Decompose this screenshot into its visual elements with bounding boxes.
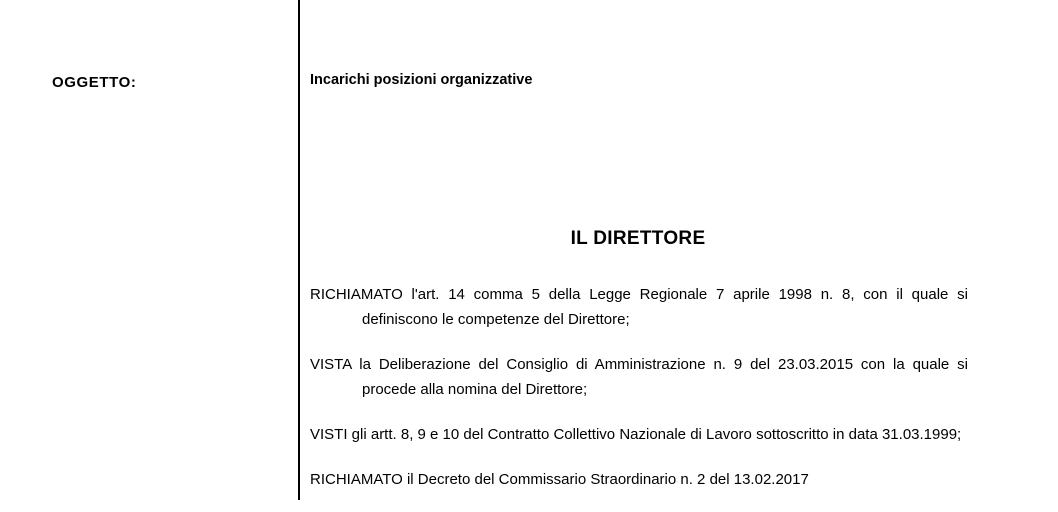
paragraph-list — [310, 282, 968, 512]
label-column — [0, 0, 296, 500]
paragraph: RICHIAMATO l'art. 14 comma 5 della Legge Regionale 7 aprile 1998 n. 8, con il quale si definiscono le competenze del Direttore; — [310, 286, 968, 328]
paragraph: VISTI gli artt. 8, 9 e 10 del Contratto Collettivo Nazionale di Lavoro sottoscritto in data 31.03.1999; — [310, 426, 962, 443]
subject-text: Incarichi posizioni organizzative — [310, 72, 533, 88]
paragraph: RICHIAMATO il Decreto del Commissario Straordinario n. 2 del 13.02.2017 — [310, 471, 809, 488]
paragraph: VISTA la Deliberazione del Consiglio di Amministrazione n. 9 del 23.03.2015 con la quale si procede alla nomina del Direttore; — [310, 356, 968, 398]
document-title: IL DIRETTORE — [570, 228, 706, 249]
oggetto-label: OGGETTO: — [52, 74, 137, 91]
column-divider-rule — [298, 0, 300, 500]
document-body-column — [310, 0, 970, 500]
